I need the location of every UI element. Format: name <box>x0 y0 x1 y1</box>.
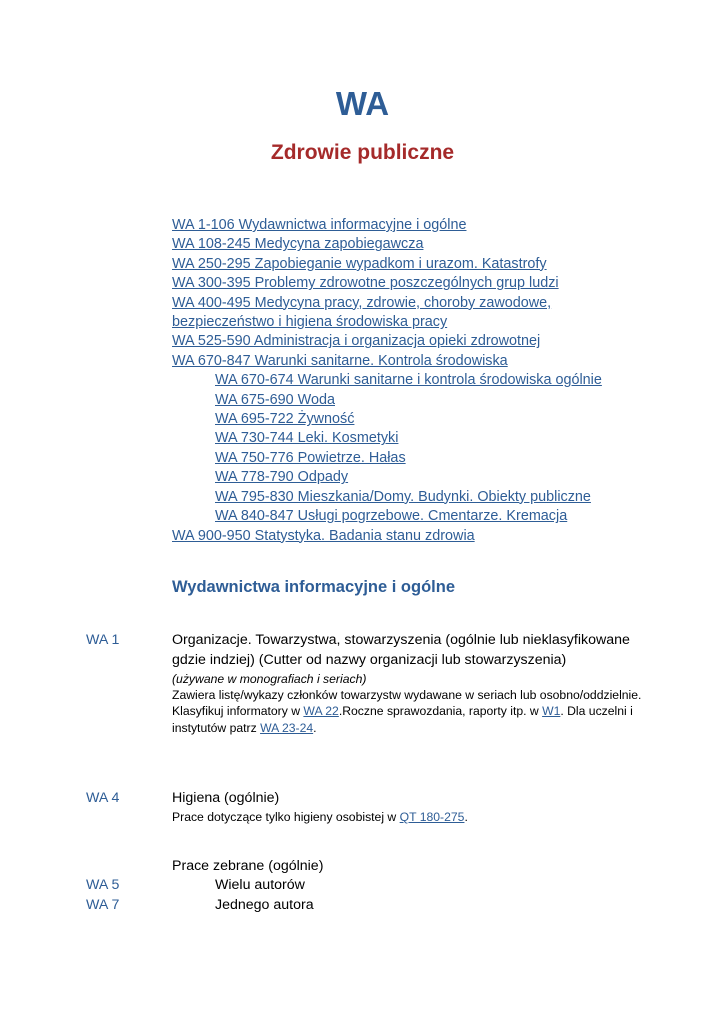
class-code-wa-4: WA 4 <box>86 790 120 806</box>
entry-wa-7-label: Jednego autora <box>215 897 314 913</box>
link-w1[interactable]: W1 <box>542 704 561 719</box>
toc-link-wa-525-590[interactable]: WA 525-590 Administracja i organizacja opieki zdrowotnej <box>172 333 541 350</box>
note-text: . Dla uczelni i instytutów patrz <box>172 704 633 735</box>
table-of-contents <box>172 216 692 546</box>
link-qt-180-275[interactable]: QT 180-275 <box>399 809 465 824</box>
page-subtitle: Zdrowie publiczne <box>270 141 455 164</box>
entry-wa-1 <box>172 631 652 736</box>
note-text: .Roczne sprawozdania, raporty itp. w <box>338 704 543 719</box>
toc-link-wa-730-744[interactable]: WA 730-744 Leki. Kosmetyki <box>215 430 399 447</box>
class-code-wa-7: WA 7 <box>86 897 120 913</box>
note-text: . <box>464 809 468 824</box>
note-text: Prace dotyczące tylko higieny osobistej w <box>172 809 400 824</box>
toc-link-wa-675-690[interactable]: WA 675-690 Woda <box>215 391 335 408</box>
note-text: . <box>313 720 317 735</box>
toc-link-wa-108-245[interactable]: WA 108-245 Medycyna zapobiegawcza <box>172 236 424 253</box>
class-code-wa-1: WA 1 <box>86 632 120 648</box>
entry-description: Higiena (ogólnie) <box>172 790 280 806</box>
toc-link-wa-300-395[interactable]: WA 300-395 Problemy zdrowotne poszczególnych grup ludzi <box>172 275 559 292</box>
class-code-wa-5: WA 5 <box>86 877 120 893</box>
link-wa-22[interactable]: WA 22 <box>303 704 339 719</box>
note-text: Zawiera listę/wykazy członków towarzystw wydawane w seriach lub osobno/oddzielnie. Klasyfikuj informatory w <box>172 687 642 719</box>
page-title: WA <box>335 85 390 122</box>
entry-scope-note <box>172 809 652 826</box>
toc-link-wa-400-495[interactable]: WA 400-495 Medycyna pracy, zdrowie, choroby zawodowe, bezpieczeństwo i higiena środowiska pracy <box>172 294 552 331</box>
toc-link-wa-695-722[interactable]: WA 695-722 Żywność <box>215 411 355 428</box>
toc-link-wa-670-847[interactable]: WA 670-847 Warunki sanitarne. Kontrola środowiska <box>172 352 508 369</box>
toc-link-wa-778-790[interactable]: WA 778-790 Odpady <box>215 469 349 486</box>
entry-wa-4 <box>172 789 652 825</box>
collected-works-heading: Prace zebrane (ogólnie) <box>172 858 324 874</box>
entry-description: Organizacje. Towarzystwa, stowarzyszenia (ogólnie lub nieklasyfikowane gdzie indziej) (Cutter od nazwy organizacji lub stowarzyszenia) <box>172 632 630 668</box>
toc-link-wa-750-776[interactable]: WA 750-776 Powietrze. Hałas <box>215 449 406 466</box>
entry-wa-5-label: Wielu autorów <box>215 877 305 893</box>
toc-link-wa-840-847[interactable]: WA 840-847 Usługi pogrzebowe. Cmentarze. Kremacja <box>215 508 568 525</box>
section-heading: Wydawnictwa informacyjne i ogólne <box>172 578 455 596</box>
toc-link-wa-1-106[interactable]: WA 1-106 Wydawnictwa informacyjne i ogólne <box>172 217 467 233</box>
entry-usage-note: (używane w monografiach i seriach) <box>172 671 367 686</box>
toc-link-wa-795-830[interactable]: WA 795-830 Mieszkania/Domy. Budynki. Obiekty publiczne <box>215 488 591 505</box>
toc-link-wa-900-950[interactable]: WA 900-950 Statystyka. Badania stanu zdrowia <box>172 527 475 544</box>
toc-link-wa-670-674[interactable]: WA 670-674 Warunki sanitarne i kontrola środowiska ogólnie <box>215 372 602 389</box>
toc-link-wa-250-295[interactable]: WA 250-295 Zapobieganie wypadkom i urazom. Katastrofy <box>172 255 547 272</box>
link-wa-23-24[interactable]: WA 23-24 <box>260 720 314 735</box>
entry-scope-note <box>172 687 652 737</box>
